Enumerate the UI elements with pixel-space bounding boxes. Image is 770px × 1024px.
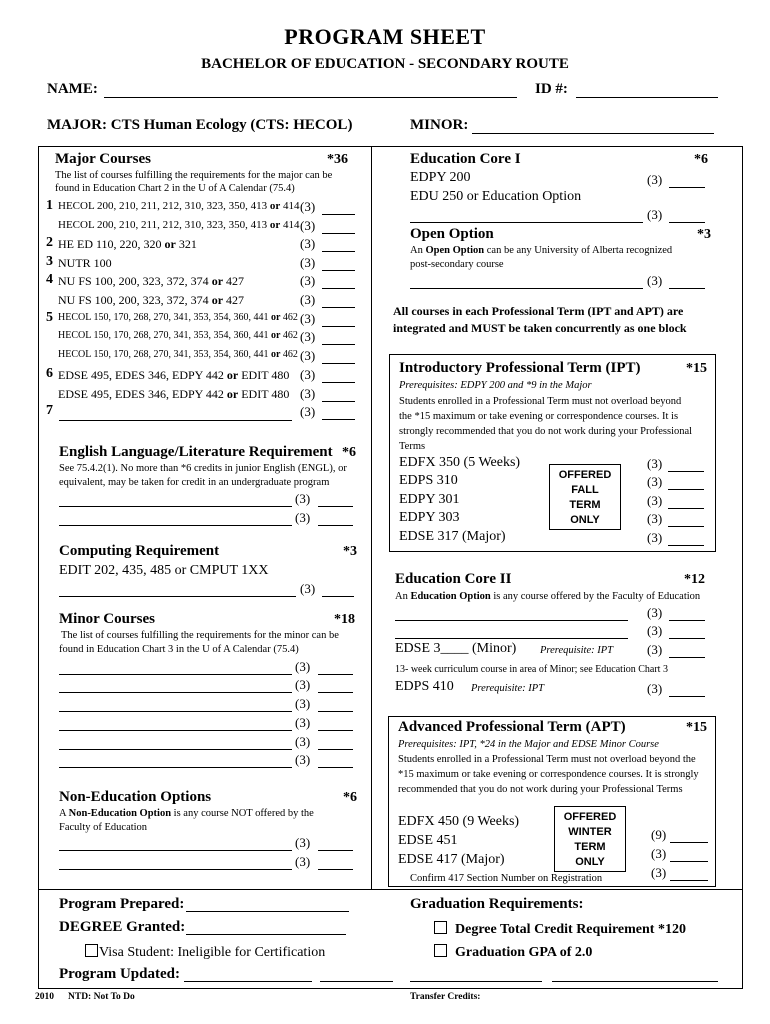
major-course-credit: (3) [300,348,316,363]
major-course-credit: (3) [300,273,316,288]
computing-credit: (3) [300,581,316,596]
apt-offered-line-4: ONLY [575,856,605,868]
major-course-credit: (3) [300,386,316,401]
minor-course-field[interactable] [59,767,292,768]
english-credit-1: (3) [295,491,311,506]
ipt-note-3: strongly recommended that you do not work during your Professional [399,426,693,437]
english-course-2-field[interactable] [59,525,292,526]
apt-prereq: Prerequisites: IPT, *24 in the Major and EDSE Minor Course [398,739,659,750]
computing-credits: *3 [343,544,357,559]
ipt-offered-line-3: TERM [569,499,601,511]
degree-granted-label: DEGREE Granted: [59,919,186,935]
ipt-course-credit: (3) [647,493,663,508]
edu-core-2-desc [395,591,700,602]
grad-req-gpa-checkbox[interactable] [434,944,447,957]
minor-course-field[interactable] [59,730,292,731]
english-credit-2: (3) [295,510,311,525]
major-course-option: NU FS 100, 200, 323, 372, 374 or 427 [58,293,245,307]
program-prepared-field[interactable] [186,911,349,912]
ipt-offered-line-2: FALL [571,484,599,496]
edu-core-1-course-1: EDPY 200 [410,170,471,185]
major-grade-field[interactable] [322,233,355,234]
non-education-credit-2: (3) [295,854,311,869]
ipt-course: EDPY 303 [399,510,460,525]
visa-checkbox[interactable] [85,944,98,957]
or-conjunction: or [270,330,281,341]
major-grade-field[interactable] [322,401,355,402]
visa-label: Visa Student: Ineligible for Certification [99,945,326,960]
ipt-course: EDFX 350 (5 Weeks) [399,455,521,470]
minor-course-field[interactable] [59,749,292,750]
non-education-credit-1: (3) [295,835,311,850]
open-option-desc-1 [410,245,672,256]
computing-course-field[interactable] [59,596,296,597]
ipt-offered-badge [549,464,621,530]
edse-minor-credit: (3) [647,642,663,657]
major-course-credit: (3) [300,199,316,214]
major-grade-field[interactable] [322,307,355,308]
ipt-grade-field[interactable] [668,508,704,509]
minor-field[interactable] [472,133,714,134]
ipt-offered-line-1: OFFERED [558,469,612,481]
page-title: PROGRAM SHEET [284,24,486,49]
open-option-desc-pre: An [410,245,426,256]
name-field[interactable] [104,97,517,98]
minor-grade-field[interactable] [318,730,353,731]
non-education-course-2-field[interactable] [59,869,292,870]
transfer-line-2[interactable] [552,981,718,982]
english-title: English Language/Literature Requirement [59,444,333,460]
edu-core-2-desc-post: is any course offered by the Faculty of Education [490,591,701,602]
edu-core-1-credit-1: (3) [647,172,663,187]
edu-core-1-course-2-field[interactable] [410,222,643,223]
minor-desc-1: The list of courses fulfilling the requirements for the minor can be [61,630,339,641]
minor-course-field[interactable] [59,711,292,712]
program-prepared-label: Program Prepared: [59,896,185,912]
non-education-desc-pre: A [59,808,69,819]
major-grade-field[interactable] [322,251,355,252]
apt-offered-badge [554,806,626,872]
edse-minor-prereq: Prerequisite: IPT [540,645,613,656]
edu-core-2-credit-2: (3) [647,623,663,638]
apt-offered-line-3: TERM [574,841,606,853]
major-course-option: NUTR 100 [58,256,112,270]
or-conjunction: or [269,200,281,212]
non-education-grade-1-field[interactable] [318,850,353,851]
major-course-credit: (3) [300,236,316,251]
major-row-number: 7 [46,403,53,418]
computing-course: EDIT 202, 435, 485 or CMPUT 1XX [59,563,269,578]
non-education-title: Non-Education Options [59,789,212,805]
program-updated-label: Program Updated: [59,966,180,982]
edu-core-1-credit-2: (3) [647,207,663,222]
visa-student-row[interactable] [85,944,325,961]
minor-course-credit: (3) [295,734,311,749]
major-grade-field[interactable] [322,288,355,289]
minor-label: MINOR: [410,117,469,133]
ipt-grade-field[interactable] [668,526,704,527]
ipt-course: EDSE 317 (Major) [399,529,506,544]
ipt-course-credit: (3) [647,511,663,526]
major-row-number: 1 [46,198,53,213]
edu-core-2-desc-bold: Education Option [410,591,491,602]
open-option-desc-bold: Open Option [425,245,485,256]
minor-course-credit: (3) [295,659,311,674]
major-course-field[interactable] [59,420,292,421]
major-course-option: HECOL 200, 210, 211, 212, 310, 323, 350, 413 or 414 [58,219,300,231]
major-course-credit: (3) [300,329,316,344]
open-option-credits: *3 [697,227,711,242]
or-conjunction: or [226,387,239,401]
edu-core-2-credits: *12 [684,572,705,587]
name-label: NAME: [47,81,98,97]
transfer-line-1[interactable] [410,981,542,982]
edu-core-2-option-2-field[interactable] [395,638,628,639]
major-row-number: 3 [46,254,53,269]
id-label: ID #: [535,81,568,97]
program-updated-field-2[interactable] [320,981,393,982]
or-conjunction: or [270,312,281,323]
non-education-desc-1 [59,808,314,819]
non-education-credits: *6 [343,790,357,805]
non-education-course-1-field[interactable] [59,850,292,851]
english-desc-2: equivalent, may be taken for credit in an undergraduate program [59,477,330,488]
ipt-grade-field[interactable] [668,471,704,472]
major-grade-field[interactable] [322,214,355,215]
major-course-option: HECOL 200, 210, 211, 212, 310, 323, 350, 413 or 414 [58,200,300,212]
ipt-grade-field[interactable] [668,489,704,490]
integration-note-2: integrated and MUST be taken concurrently as one block [393,321,687,335]
major-course-credit: (3) [300,292,316,307]
minor-courses-title: Minor Courses [59,611,155,627]
apt-credits: *15 [686,720,707,735]
edu-core-1-course-2: EDU 250 or Education Option [410,189,582,204]
ipt-note-2: the *15 maximum or take evening or correspondence courses. It is [399,411,679,422]
minor-credits: *18 [334,612,355,627]
apt-note-3: recommended that you do not work during your Professional Terms [398,784,683,795]
minor-course-credit: (3) [295,677,311,692]
english-desc-1: See 75.4.2(1). No more than *6 credits in junior English (ENGL), or [59,463,347,474]
major-grade-field[interactable] [322,419,355,420]
grad-req-gpa-row[interactable] [434,944,592,961]
minor-grade-field[interactable] [318,711,353,712]
apt-grade-2-field[interactable] [670,861,708,862]
degree-granted-field[interactable] [186,934,346,935]
major-course-credit: (3) [300,404,316,419]
apt-credit-3: (3) [651,865,667,880]
ipt-course: EDPY 301 [399,492,460,507]
major-course-option: EDSE 495, EDES 346, EDPY 442 or EDIT 480 [58,368,290,382]
ipt-course-credit: (3) [647,530,663,545]
major-row-number: 5 [46,310,53,325]
major-course-credit: (3) [300,218,316,233]
edu-core-2-credit-1: (3) [647,605,663,620]
apt-credit-1: (9) [651,827,667,842]
ipt-note-4: Terms [399,441,426,452]
apt-confirm-note: Confirm 417 Section Number on Registration [410,873,603,884]
footer-ntd: NTD: Not To Do [68,992,135,1002]
page-subtitle: BACHELOR OF EDUCATION - SECONDARY ROUTE [201,56,569,72]
or-conjunction: or [269,219,281,231]
major-grade-field[interactable] [322,326,355,327]
grad-req-credit-checkbox[interactable] [434,921,447,934]
ipt-course-credit: (3) [647,456,663,471]
major-desc-1: The list of courses fulfilling the requirements for the major can be [55,170,333,181]
footer-transfer-credits: Transfer Credits: [410,992,481,1002]
edu-core-2-desc-pre: An [395,591,411,602]
or-conjunction: or [211,274,224,288]
open-option-grade-field[interactable] [669,288,705,289]
minor-desc-2: found in Education Chart 3 in the U of A Calendar (75.4) [59,644,299,655]
footer-divider [38,889,743,890]
apt-offered-line-2: WINTER [568,826,612,838]
major-grade-field[interactable] [322,270,355,271]
edse-minor-grade-field[interactable] [669,657,705,658]
english-grade-2-field[interactable] [318,525,353,526]
major-desc-2: found in Education Chart 2 in the U of A Calendar (75.4) [55,183,295,194]
open-option-course-field[interactable] [410,288,643,289]
minor-grade-field[interactable] [318,692,353,693]
major-course-option: HECOL 150, 170, 268, 270, 341, 353, 354, 360, 441 or 462 [58,330,298,341]
computing-grade-field[interactable] [322,596,354,597]
apt-note-2: *15 maximum or take evening or correspondence courses. It is strongly [398,769,699,780]
or-conjunction: or [164,237,176,251]
edu-core-2-option-1-field[interactable] [395,620,628,621]
edu-core-1-title: Education Core I [410,151,521,167]
apt-note-1: Students enrolled in a Professional Term must not overload beyond the [398,754,696,765]
open-option-desc-post: can be any University of Alberta recognized [484,245,673,256]
major-course-credit: (3) [300,311,316,326]
major-course-credit: (3) [300,367,316,382]
apt-course-3: EDSE 417 (Major) [398,852,505,867]
or-conjunction: or [211,293,224,307]
ipt-grade-field[interactable] [668,545,704,546]
minor-grade-field[interactable] [318,674,353,675]
id-field[interactable] [576,97,718,98]
major-course-option: HECOL 150, 170, 268, 270, 341, 353, 354, 360, 441 or 462 [58,349,298,360]
or-conjunction: or [226,368,239,382]
edps-410-credit: (3) [647,681,663,696]
edps-410-grade-field[interactable] [669,696,705,697]
major-label: MAJOR: CTS Human Ecology (CTS: HECOL) [47,117,353,133]
edu-core-2-title: Education Core II [395,571,512,587]
open-option-title: Open Option [410,226,494,242]
graduation-requirements-title: Graduation Requirements: [410,896,584,912]
edu-core-2-grade-2-field[interactable] [669,638,705,639]
minor-course-field[interactable] [59,674,292,675]
major-course-option: HECOL 150, 170, 268, 270, 341, 353, 354, 360, 441 or 462 [58,312,298,323]
apt-course-1: EDFX 450 (9 Weeks) [398,814,520,829]
ipt-note-1: Students enrolled in a Professional Term must not overload beyond [399,396,682,407]
apt-credit-2: (3) [651,846,667,861]
ipt-offered-line-4: ONLY [570,514,600,526]
edu-core-1-grade-2-field[interactable] [669,222,705,223]
english-course-1-field[interactable] [59,506,292,507]
major-grade-field[interactable] [322,344,355,345]
program-updated-field-1[interactable] [184,981,312,982]
ipt-course: EDPS 310 [399,473,458,488]
edu-core-1-grade-1-field[interactable] [669,187,705,188]
apt-course-2: EDSE 451 [398,833,458,848]
major-courses-title: Major Courses [55,151,151,167]
major-course-option: EDSE 495, EDES 346, EDPY 442 or EDIT 480 [58,387,290,401]
integration-note-1: All courses in each Professional Term (IPT and APT) are [393,304,684,318]
non-education-desc-post: is any course NOT offered by the [171,808,314,819]
apt-grade-1-field[interactable] [670,842,708,843]
edps-410-prereq: Prerequisite: IPT [471,683,544,694]
ipt-course-credit: (3) [647,474,663,489]
grad-req-gpa-label: Graduation GPA of 2.0 [455,945,593,960]
edu-core-1-credits: *6 [694,152,708,167]
grad-req-credit-row[interactable] [434,921,686,938]
apt-grade-3-field[interactable] [670,880,708,881]
major-course-option: HE ED 110, 220, 320 or 321 [58,237,197,251]
major-course-credit: (3) [300,255,316,270]
ipt-credits: *15 [686,361,707,376]
edu-core-2-grade-1-field[interactable] [669,620,705,621]
open-option-credit: (3) [647,273,663,288]
minor-grade-field[interactable] [318,749,353,750]
major-course-option: NU FS 100, 200, 323, 372, 374 or 427 [58,274,245,288]
major-grade-field[interactable] [322,363,355,364]
footer-year: 2010 [35,992,54,1002]
computing-title: Computing Requirement [59,543,220,559]
english-credits: *6 [342,445,356,460]
open-option-desc-2: post-secondary course [410,259,504,270]
minor-course-credit: (3) [295,752,311,767]
major-row-number: 4 [46,272,53,287]
apt-title: Advanced Professional Term (APT) [398,719,626,735]
edse-minor-note: 13- week curriculum course in area of Minor; see Education Chart 3 [395,664,668,675]
major-row-number: 6 [46,366,53,381]
non-education-desc-bold: Non-Education Option [68,808,172,819]
minor-grade-field[interactable] [318,767,353,768]
grad-req-credit-label: Degree Total Credit Requirement *120 [455,922,686,937]
edps-410-course: EDPS 410 [395,679,454,694]
english-grade-1-field[interactable] [318,506,353,507]
column-divider [371,146,372,889]
or-conjunction: or [270,349,281,360]
apt-offered-line-1: OFFERED [563,811,617,823]
major-grade-field[interactable] [322,382,355,383]
ipt-title: Introductory Professional Term (IPT) [399,360,641,376]
minor-course-credit: (3) [295,696,311,711]
non-education-desc-2: Faculty of Education [59,822,148,833]
major-row-number: 2 [46,235,53,250]
non-education-grade-2-field[interactable] [318,869,353,870]
major-credits: *36 [327,152,348,167]
minor-course-credit: (3) [295,715,311,730]
ipt-prereq: Prerequisites: EDPY 200 and *9 in the Major [399,380,592,391]
minor-course-field[interactable] [59,692,292,693]
edse-minor-course: EDSE 3____ (Minor) [395,641,517,656]
